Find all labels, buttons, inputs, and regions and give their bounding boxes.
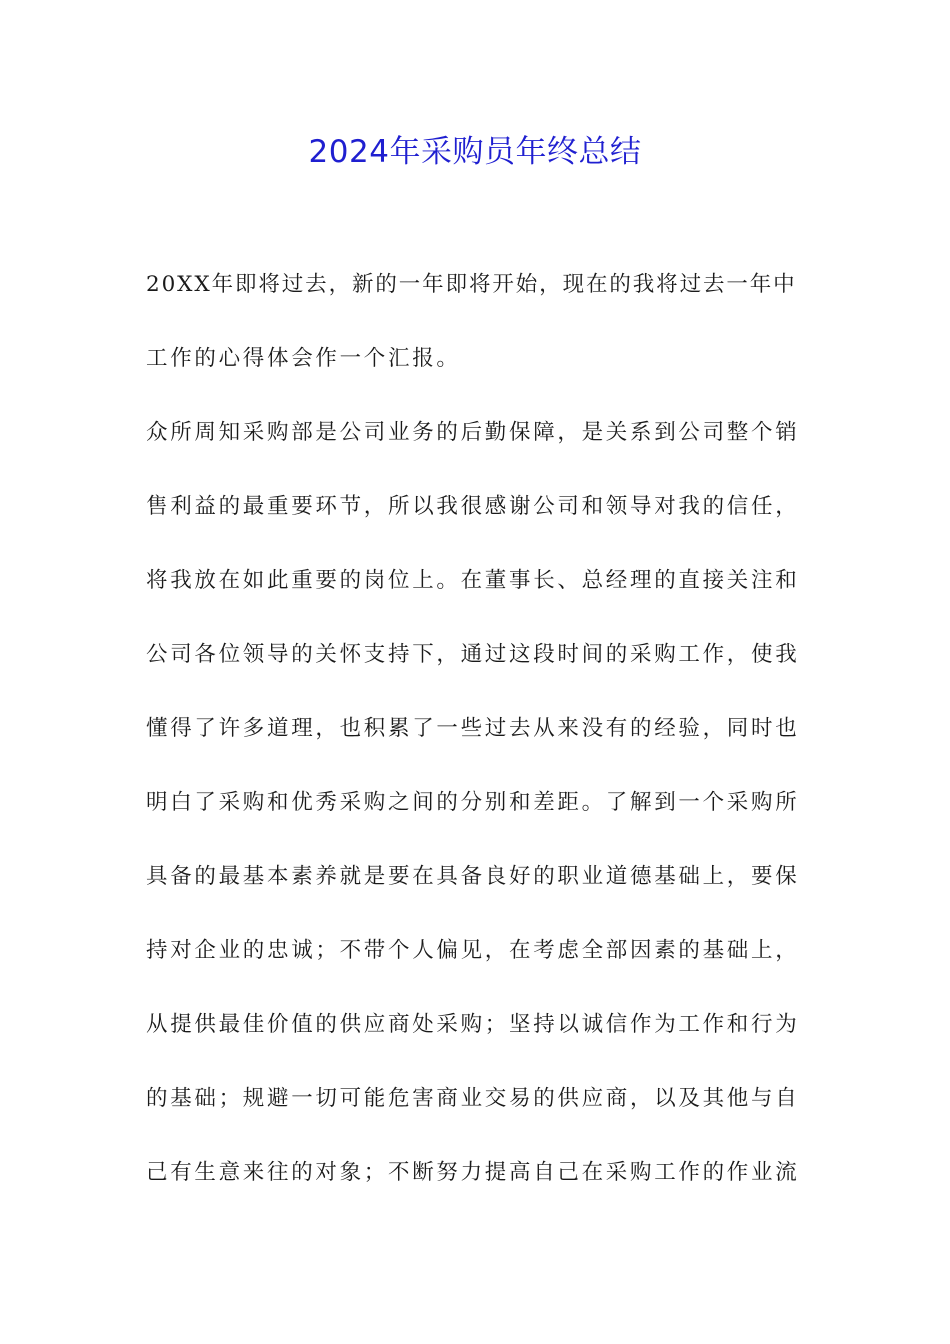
paragraph-line: 的基础；规避一切可能危害商业交易的供应商，以及其他与自: [146, 1086, 800, 1111]
paragraph-line: 将我放在如此重要的岗位上。在董事长、总经理的直接关注和: [146, 568, 800, 593]
paragraph-line: 持对企业的忠诚；不带个人偏见，在考虑全部因素的基础上，: [146, 938, 800, 963]
paragraph-line: 众所周知采购部是公司业务的后勤保障，是关系到公司整个销: [146, 420, 800, 445]
paragraph-line: 懂得了许多道理，也积累了一些过去从来没有的经验，同时也: [146, 716, 800, 741]
paragraph-line: 售利益的最重要环节，所以我很感谢公司和领导对我的信任，: [146, 494, 800, 519]
paragraph-line: 工作的心得体会作一个汇报。: [146, 346, 461, 371]
document-title: 2024年采购员年终总结: [308, 134, 642, 170]
paragraph-line: 20XX年即将过去，新的一年即将开始，现在的我将过去一年中: [146, 272, 797, 297]
paragraph-line: 具备的最基本素养就是要在具备良好的职业道德基础上，要保: [146, 864, 800, 889]
paragraph-line: 己有生意来往的对象；不断努力提高自己在采购工作的作业流: [146, 1160, 800, 1185]
paragraph-line: 公司各位领导的关怀支持下，通过这段时间的采购工作，使我: [146, 642, 800, 667]
paragraph-line: 从提供最佳价值的供应商处采购；坚持以诚信作为工作和行为: [146, 1012, 800, 1037]
paragraph-line: 明白了采购和优秀采购之间的分别和差距。了解到一个采购所: [146, 790, 800, 815]
